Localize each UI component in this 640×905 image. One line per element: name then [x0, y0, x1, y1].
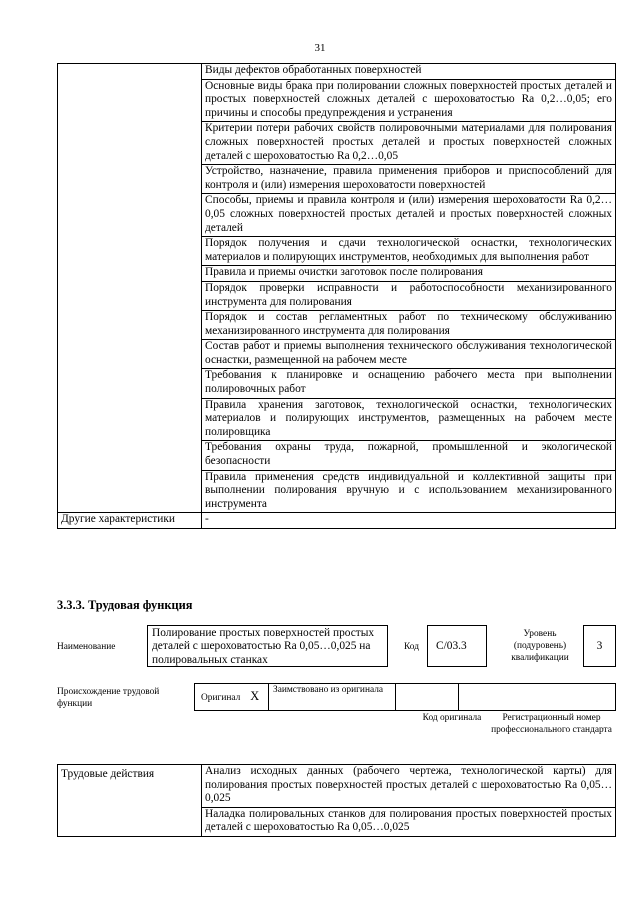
- page-number: 31: [314, 42, 326, 54]
- table-cell: Основные виды брака при полировании сложных поверхностей простых деталей и простых поверхностей сложных деталей с шероховатостью Ra 0,2…0,05; его причины и способы предупреждения и устранения: [202, 79, 616, 122]
- table-row: [58, 281, 616, 310]
- table-cell-empty: [58, 369, 202, 398]
- table-cell: Порядок и состав регламентных работ по техническому обслуживанию механизированного инструмента для полирования: [202, 311, 616, 340]
- table-cell-empty: [58, 470, 202, 513]
- origin-table: [194, 683, 616, 711]
- table-row: [58, 340, 616, 369]
- table-cell-empty: [58, 194, 202, 237]
- table-cell: Способы, приемы и правила контроля и (или) измерения шероховатости Ra 0,2…0,05 сложных поверхностей простых деталей и простых поверхностей сложных деталей: [202, 194, 616, 237]
- table-row: [58, 369, 616, 398]
- table-row: [58, 194, 616, 237]
- table-cell: Виды дефектов обработанных поверхностей: [202, 64, 616, 80]
- original-label: Оригинал: [201, 692, 241, 703]
- table-cell-empty: [58, 281, 202, 310]
- original-cell: [195, 684, 269, 711]
- table-cell: Правила хранения заготовок, технологической оснастки, технологических материалов и полирующих инструментов, размещенных на рабочем месте полировщика: [202, 398, 616, 441]
- table-cell: Анализ исходных данных (рабочего чертежа, технологической карты) для полирования простых поверхностей простых деталей с шероховатостью Ra 0,05…0,025: [202, 765, 616, 808]
- qualification-level-box: 3: [583, 625, 616, 667]
- original-code-cell: [396, 684, 459, 711]
- labor-actions-table: [57, 764, 616, 837]
- original-mark: X: [250, 688, 260, 703]
- table-row: [58, 441, 616, 470]
- table-cell-empty: [58, 311, 202, 340]
- table-row: [195, 684, 616, 711]
- other-characteristics-value: -: [202, 513, 616, 529]
- table-row: [58, 237, 616, 266]
- section-title: 3.3.3. Трудовая функция: [57, 598, 193, 612]
- table-cell: Состав работ и приемы выполнения технического обслуживания технологической оснастки, размещенной на рабочем месте: [202, 340, 616, 369]
- table-cell-empty: [58, 441, 202, 470]
- table-cell: Порядок проверки исправности и работоспособности механизированного инструмента для полирования: [202, 281, 616, 310]
- table-row: [58, 79, 616, 122]
- table-cell: Требования к планировке и оснащению рабочего места при выполнении полировочных работ: [202, 369, 616, 398]
- table-row: [58, 765, 616, 808]
- table-cell-empty: [58, 266, 202, 282]
- table-cell: Порядок получения и сдачи технологической оснастки, технологических материалов и полирующих инструментов, необходимых для выполнения работ: [202, 237, 616, 266]
- table-cell-empty: [58, 64, 202, 80]
- table-row: [58, 398, 616, 441]
- origin-label: Происхождение трудовой функции: [57, 687, 160, 709]
- borrowed-label: Заимствовано из оригинала: [269, 684, 396, 711]
- table-row: [58, 311, 616, 340]
- table-cell: Наладка полировальных станков для полирования простых поверхностей простых деталей с шероховатостью Ra 0,05…0,025: [202, 807, 616, 836]
- table-cell: Правила и приемы очистки заготовок после полирования: [202, 266, 616, 282]
- table-row: [58, 64, 616, 80]
- table-cell-empty: [58, 122, 202, 165]
- name-label: Наименование: [57, 642, 116, 652]
- table-cell: Устройство, назначение, правила применения приборов и приспособлений для контроля и (или) измерения шероховатости поверхностей: [202, 165, 616, 194]
- table-row: [58, 266, 616, 282]
- table-row: [58, 470, 616, 513]
- table-cell-empty: [58, 79, 202, 122]
- function-name-box: Полирование простых поверхностей простых деталей с шероховатостью Ra 0,05…0,025 на полировальных станках: [147, 625, 388, 667]
- table-cell-empty: [58, 398, 202, 441]
- table-cell-empty: [58, 165, 202, 194]
- code-label: Код: [404, 642, 419, 652]
- table-row: [58, 122, 616, 165]
- table-row: [58, 513, 616, 529]
- registration-number-cell: [459, 684, 616, 711]
- qualification-level-label: Уровень (подуровень) квалификации: [511, 629, 569, 663]
- table-row: [58, 165, 616, 194]
- knowledge-table: [57, 63, 616, 529]
- table-cell-empty: [58, 237, 202, 266]
- table-cell: Правила применения средств индивидуальной и коллективной защиты при выполнении полирования вручную и с использованием механизированного инструмента: [202, 470, 616, 513]
- table-cell: Требования охраны труда, пожарной, промышленной и экологической безопасности: [202, 441, 616, 470]
- labor-actions-label: Трудовые действия: [58, 765, 202, 837]
- function-code-box: C/03.3: [427, 625, 487, 667]
- other-characteristics-label: Другие характеристики: [58, 513, 202, 529]
- table-cell: Критерии потери рабочих свойств полировочными материалами для полирования сложных поверхностей простых деталей и простых поверхностей сложных деталей с шероховатостью Ra 0,2…0,05: [202, 122, 616, 165]
- original-code-caption: Код оригинала: [422, 713, 482, 723]
- table-cell-empty: [58, 340, 202, 369]
- registration-number-caption: Регистрационный номер профессионального стандарта: [491, 713, 612, 735]
